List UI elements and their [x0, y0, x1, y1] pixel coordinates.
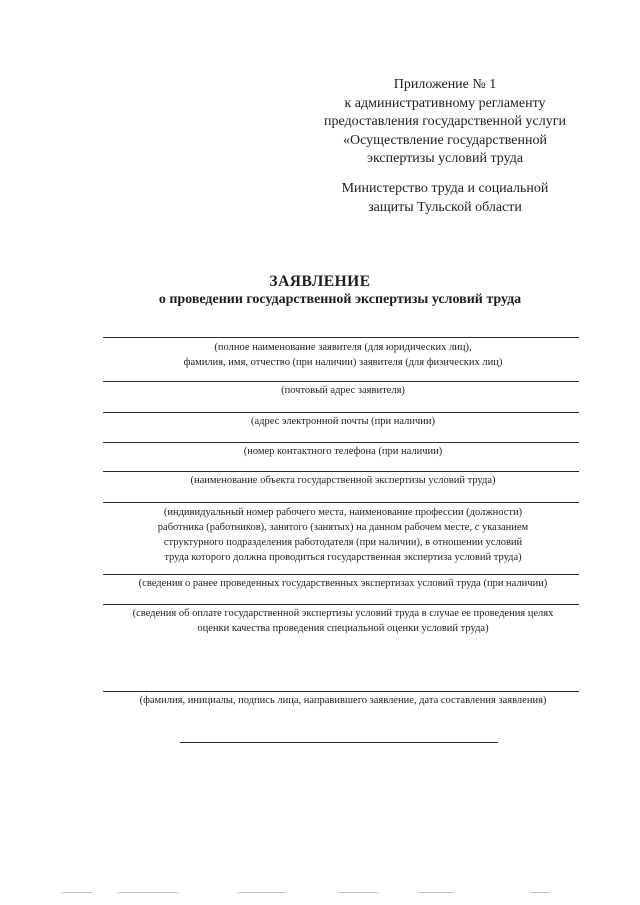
- signature-details-line[interactable]: [103, 691, 579, 692]
- previous-expertise-caption: (сведения о ранее проведенных государственных экспертизах условий труда (при наличии): [138, 578, 548, 589]
- phone-line[interactable]: [103, 442, 579, 443]
- expertise-object-caption: (наименование объекта государственной экспертизы условий труда): [190, 475, 496, 486]
- postal-address-caption: (почтовый адрес заявителя): [281, 385, 405, 396]
- annex-line: предоставления государственной услуги: [324, 114, 566, 129]
- workplace-caption: (индивидуальный номер рабочего места, наименование профессии (должности) работника (работников), занятого (занятых) на данном рабочем месте, с указанием структурного подразделения работодателя (при наличии), в отношении условий труда которого должна проводиться государственная экспертиза условий труда): [157, 507, 529, 563]
- scan-artifact: [338, 892, 378, 893]
- signature-details-caption: (фамилия, инициалы, подпись лица, направившего заявление, дата составления заявления): [139, 695, 547, 706]
- annex-header: [310, 76, 580, 169]
- document-subtitle: о проведении государственной экспертизы условий труда: [158, 292, 522, 307]
- scan-artifact: [62, 892, 92, 893]
- scan-artifact: [418, 892, 454, 893]
- addressee-line: защиты Тульской области: [368, 199, 522, 215]
- postal-address-line[interactable]: [103, 381, 579, 382]
- email-line[interactable]: [103, 412, 579, 413]
- scan-artifact: [238, 892, 286, 893]
- workplace-line[interactable]: [103, 502, 579, 503]
- payment-info-caption: (сведения об оплате государственной экспертизы условий труда в случае ее проведения целях оценки качества проведения специальной оценки условий труда): [132, 608, 554, 634]
- annex-line: Приложение № 1: [393, 77, 497, 92]
- document-title: ЗАЯВЛЕНИЕ: [269, 273, 371, 290]
- email-caption: (адрес электронной почты (при наличии): [250, 416, 436, 427]
- scan-artifact: [118, 892, 178, 893]
- annex-line: экспертизы условий труда: [366, 151, 524, 166]
- addressee-line: Министерство труда и социальной: [341, 181, 549, 196]
- phone-caption: (номер контактного телефона (при наличии): [243, 446, 443, 457]
- signature-line[interactable]: [180, 742, 498, 743]
- applicant-name-line[interactable]: [103, 337, 579, 338]
- annex-line: к административному регламенту: [344, 95, 546, 111]
- expertise-object-line[interactable]: [103, 471, 579, 472]
- annex-line: «Осуществление государственной: [343, 132, 547, 148]
- addressee: [310, 180, 580, 217]
- payment-info-line[interactable]: [103, 604, 579, 605]
- applicant-name-caption: (полное наименование заявителя (для юридических лиц), фамилия, имя, отчество (при наличии) заявителя (для физических лиц): [183, 342, 503, 368]
- scan-artifact: [530, 892, 550, 893]
- previous-expertise-line[interactable]: [103, 574, 579, 575]
